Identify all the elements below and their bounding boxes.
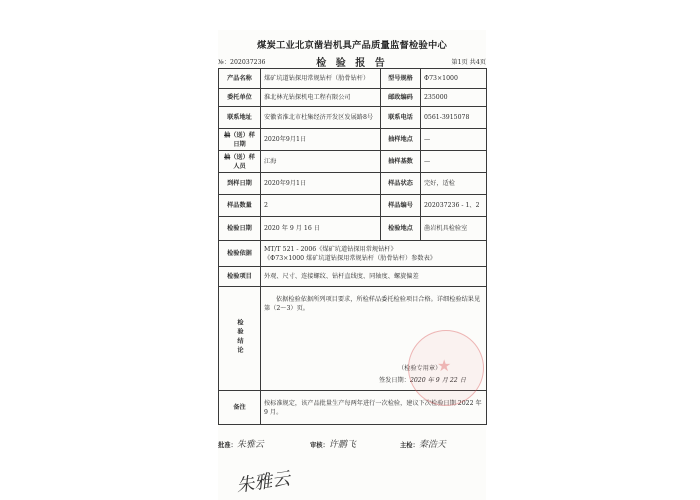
arrival-date-label: 到样日期 — [219, 173, 261, 195]
sample-state-value: 完好，适检 — [421, 173, 487, 195]
conclusion-text: 依据检验依据所列项目要求，所检样品委托检验项目合格。详细检验结果见第（2～3）页。 — [264, 295, 481, 312]
model-label: 型号规格 — [381, 69, 421, 89]
product-name-label: 产品名称 — [219, 69, 261, 89]
table-row — [219, 217, 487, 241]
org-title: 煤炭工业北京凿岩机具产品质量监督检验中心 — [257, 40, 447, 51]
basis-value — [261, 241, 487, 267]
arrival-date-value: 2020年9月1日 — [261, 173, 381, 195]
tester-field: 主检：秦浩天 — [400, 440, 446, 450]
phone-label: 联系电话 — [381, 107, 421, 129]
table-row — [219, 89, 487, 107]
sample-qty-value: 2 — [261, 195, 381, 217]
strike-text: 抽 — [224, 131, 231, 139]
table-row — [219, 107, 487, 129]
table-row — [219, 241, 487, 267]
sample-state-label: 样品状态 — [381, 173, 421, 195]
sampling-place-label: 抽样地点 — [381, 129, 421, 151]
reviewer-signature: 许鹏飞 — [328, 440, 356, 450]
sampling-date-value: 2020年9月1日 — [261, 129, 381, 151]
table-row — [219, 129, 487, 151]
phone-value: 0561-3915078 — [421, 107, 487, 129]
sample-no-label: 样品编号 — [381, 195, 421, 217]
page-number: 第1页 共4页 — [451, 59, 486, 66]
sampler-value: 江海 — [261, 151, 381, 173]
product-name-value: 煤矿坑道钻探用常规钻杆（肋骨钻杆） — [261, 69, 381, 89]
test-date-value: 2020 年 9 月 16 日 — [261, 217, 381, 241]
sampling-place-value: — — [421, 129, 487, 151]
address-label: 联系地址 — [219, 107, 261, 129]
table-row — [219, 173, 487, 195]
reviewer-field: 审核：许鹏飞 — [310, 440, 356, 450]
address-value: 安徽省淮北市杜集经济开发区发展路8号 — [261, 107, 381, 129]
report-number: №：202037236 — [218, 59, 266, 66]
remarks-label: 备注 — [219, 391, 261, 425]
basis-line-2: 《Φ73×1000 煤矿坑道钻探用常规钻杆（肋骨钻杆）参数表》 — [264, 254, 436, 262]
table-row — [219, 69, 487, 89]
strike-text: 抽 — [224, 153, 231, 161]
table-row — [219, 267, 487, 287]
postcode-value: 235000 — [421, 89, 487, 107]
basis-line-1: MT/T 521 - 2006《煤矿坑道钻探用常规钻杆》 — [264, 245, 397, 253]
test-place-label: 检验地点 — [381, 217, 421, 241]
sampling-base-value: — — [421, 151, 487, 173]
client-value: 淮北林光钻探机电工程有限公司 — [261, 89, 381, 107]
test-date-label: 检验日期 — [219, 217, 261, 241]
tester-signature: 秦浩天 — [418, 440, 446, 450]
report-sheet — [218, 30, 486, 500]
sampling-date-label — [219, 129, 261, 151]
table-row — [219, 151, 487, 173]
handwritten-signature: 朱雅云 — [235, 468, 292, 497]
items-label: 检验项目 — [219, 267, 261, 287]
postcode-label: 邮政编码 — [381, 89, 421, 107]
basis-label: 检验依据 — [219, 241, 261, 267]
sampler-label — [219, 151, 261, 173]
sample-qty-label: 样品数量 — [219, 195, 261, 217]
model-value: Φ73×1000 — [421, 69, 487, 89]
test-place-value: 凿岩机具检验室 — [421, 217, 487, 241]
seal-label: （检验专用章） — [398, 364, 442, 372]
label-text: （送）样人员 — [230, 153, 255, 170]
items-value: 外观、尺寸、连接螺纹、钻杆直线度、同轴度、螺旋偏差 — [261, 267, 487, 287]
conclusion-label: 检验结论 — [219, 287, 261, 391]
sampling-base-label: 抽样基数 — [381, 151, 421, 173]
client-label: 委托单位 — [219, 89, 261, 107]
approver-signature: 朱雅云 — [236, 440, 264, 450]
table-row — [219, 195, 487, 217]
label-text: （送）样日期 — [230, 131, 255, 148]
inspection-seal — [408, 330, 484, 406]
approver-field: 批准：朱雅云 — [218, 440, 264, 450]
remarks-value: 按标准规定，该产品批量生产每两年进行一次检验，建议下次检验日期 2022 年 9 月。 — [261, 391, 487, 425]
seal-star-icon: ★ — [437, 356, 452, 375]
sign-date: 签发日期：2020 年 9 月 22 日 — [379, 376, 466, 384]
report-title: 检 验 报 告 — [316, 58, 388, 69]
sample-no-value: 202037236 - 1、2 — [421, 195, 487, 217]
